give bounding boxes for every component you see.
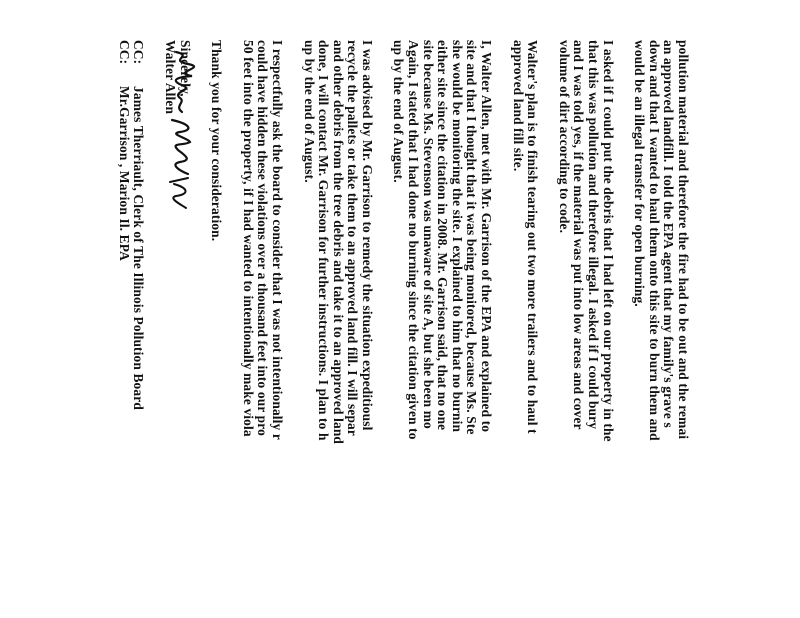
text-line: that this was pollution and therefore illegal. I asked if I could bury: [586, 40, 602, 430]
paragraph-respectfully-ask: [240, 40, 284, 600]
text-line: approved land fill site.: [510, 40, 526, 172]
text-line: and other debris from the tree debris and take it to an approved land: [330, 40, 346, 445]
paragraph-gap: [374, 40, 391, 600]
text-line: recycle the pallets or take them to an approved land fill. I will separ: [345, 40, 361, 436]
cc-list: [116, 40, 145, 600]
rotated-letter-page: [116, 40, 691, 600]
paragraph-gap: [615, 40, 632, 600]
text-line: volume of dirt according to code.: [556, 40, 572, 234]
paragraph-meeting-garrison: [391, 40, 493, 600]
text-line: I respectfully ask the board to consider that I was not intentionally r: [269, 40, 285, 440]
valediction: Sincerely,: [177, 40, 193, 97]
text-line: would be an illegal transfer for open burning.: [632, 40, 648, 307]
paragraph-advised: [301, 40, 374, 600]
text-line: down and that I wanted to haul them onto this site to burn them and: [646, 40, 662, 441]
signer-name: Walter Allen: [162, 40, 178, 115]
cc-label: CC:: [116, 40, 132, 65]
text-line: site because Ms. Stevenson was unaware of site A, but she been mo: [420, 40, 436, 429]
text-line: Walter's plan is to finish tearing out two more trailers and to haul t: [525, 40, 541, 434]
cc-recipient: James Therriault, Clerk of The Illinois Pollution Board: [131, 86, 147, 410]
text-line: an approved landfill. I told the EPA agent that my family's grave s: [661, 40, 677, 428]
cc-line: [131, 40, 146, 600]
text-line: site and that I thought that it was being monitored, because Ms. Ste: [464, 40, 480, 435]
cc-line: [116, 40, 131, 600]
signature-block: [162, 40, 191, 600]
paragraph-debris-question: [556, 40, 614, 600]
text-line: I asked if I could put the debris that I had left on our property in the: [600, 40, 616, 442]
text-line: 50 feet into the property, if I had wanted to intentionally make viola: [240, 40, 256, 437]
paragraph-gap: [145, 40, 162, 600]
text-line: Again, I stated that I had done no burning since the citation given to: [406, 40, 422, 440]
text-line: up by the end of August.: [391, 40, 407, 183]
closing-thanks: [209, 40, 224, 600]
text-line: Thank you for your consideration.: [209, 40, 225, 242]
text-line: done, I will contact Mr. Garrison for further instructions. I plan to h: [316, 40, 332, 441]
handwritten-signature: [164, 46, 198, 246]
paragraph-gap: [223, 40, 240, 600]
cc-label: CC:: [131, 40, 147, 65]
text-line: could have hidden these violations over a thousand feet into our pro: [255, 40, 271, 436]
text-line: pollution material and therefore the fire had to be out and the remai: [676, 40, 691, 440]
text-line: and I was told yes, if the material was put into low areas and cover: [571, 40, 587, 430]
paragraph-gap: [539, 40, 556, 600]
paragraph-pollution-material: [632, 40, 690, 600]
cc-recipient: Mr.Garrison , Marion Il. EPA: [116, 86, 132, 261]
text-line: I, Walter Allen, met with Mr. Garrison of the EPA and explained to: [479, 40, 495, 433]
text-line: either site since the citation in 2008. Mr. Garrison said, that no one: [435, 40, 451, 431]
paragraph-gap: [493, 40, 510, 600]
text-line: she would be monitoring the site. I explained to him that no burnin: [449, 40, 465, 433]
text-line: up by the end of August.: [301, 40, 317, 183]
paragraph-gap: [284, 40, 301, 600]
paragraph-walter-plan: [510, 40, 539, 600]
text-line: I was advised by Mr. Garrison to remedy the situation expeditiousl: [359, 40, 375, 431]
